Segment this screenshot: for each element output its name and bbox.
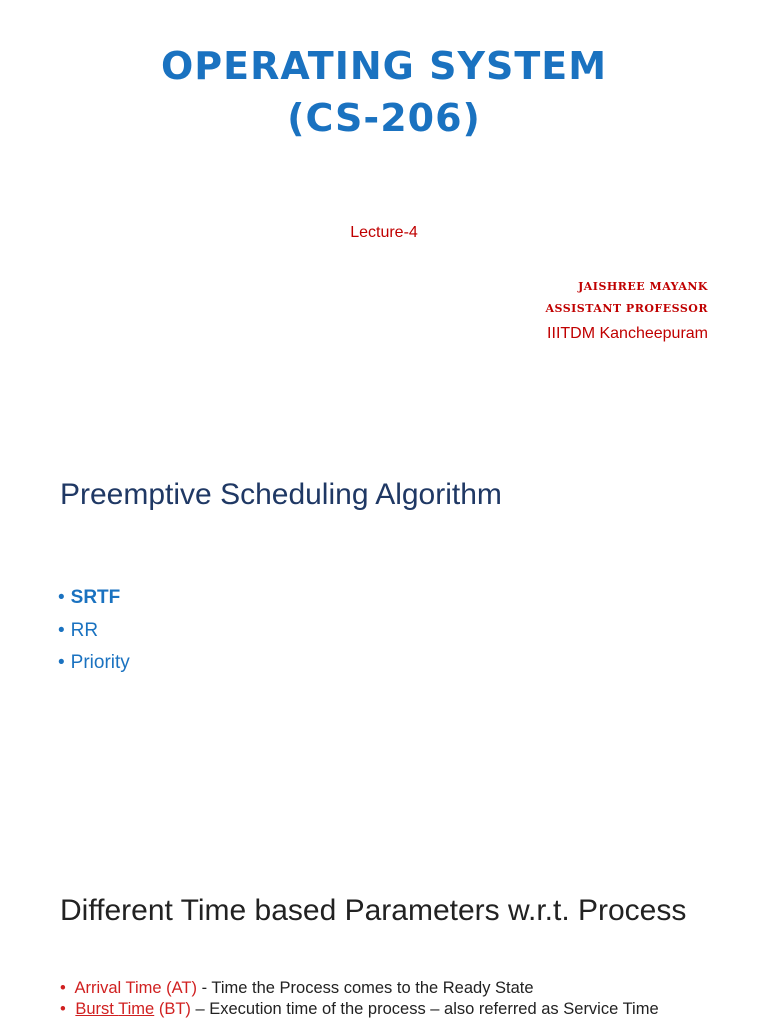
list-item — [60, 978, 700, 999]
lecture-number: Lecture-4 — [350, 224, 418, 241]
institute-name: IIITDM Kancheepuram — [547, 325, 708, 342]
list-item: • SRTF — [58, 582, 130, 615]
parameter-description: - Time the Process comes to the Ready State — [197, 979, 534, 997]
title-slide — [0, 0, 768, 420]
slide-heading: Different Time based Parameters w.r.t. Process — [60, 894, 687, 927]
list-item: • Priority — [58, 647, 130, 680]
parameter-list — [60, 978, 700, 1020]
parameter-term: Arrival Time (AT) — [74, 979, 197, 997]
slide-heading: Preemptive Scheduling Algorithm — [60, 478, 502, 511]
author-name: JAISHREE MAYANK — [578, 280, 708, 293]
parameter-term: Burst Time (BT) — [75, 1000, 191, 1018]
author-role: ASSISTANT PROFESSOR — [545, 302, 708, 315]
course-title — [0, 40, 768, 144]
list-item: • RR — [58, 615, 130, 648]
parameters-slide — [0, 860, 768, 1024]
algorithms-slide — [0, 440, 768, 820]
course-title-line1: OPERATING SYSTEM — [160, 44, 608, 88]
course-title-line2: (CS-206) — [287, 96, 481, 140]
algorithm-list — [58, 582, 130, 680]
list-item — [60, 999, 700, 1020]
parameter-description: – Execution time of the process – also referred as Service Time — [190, 1000, 659, 1018]
